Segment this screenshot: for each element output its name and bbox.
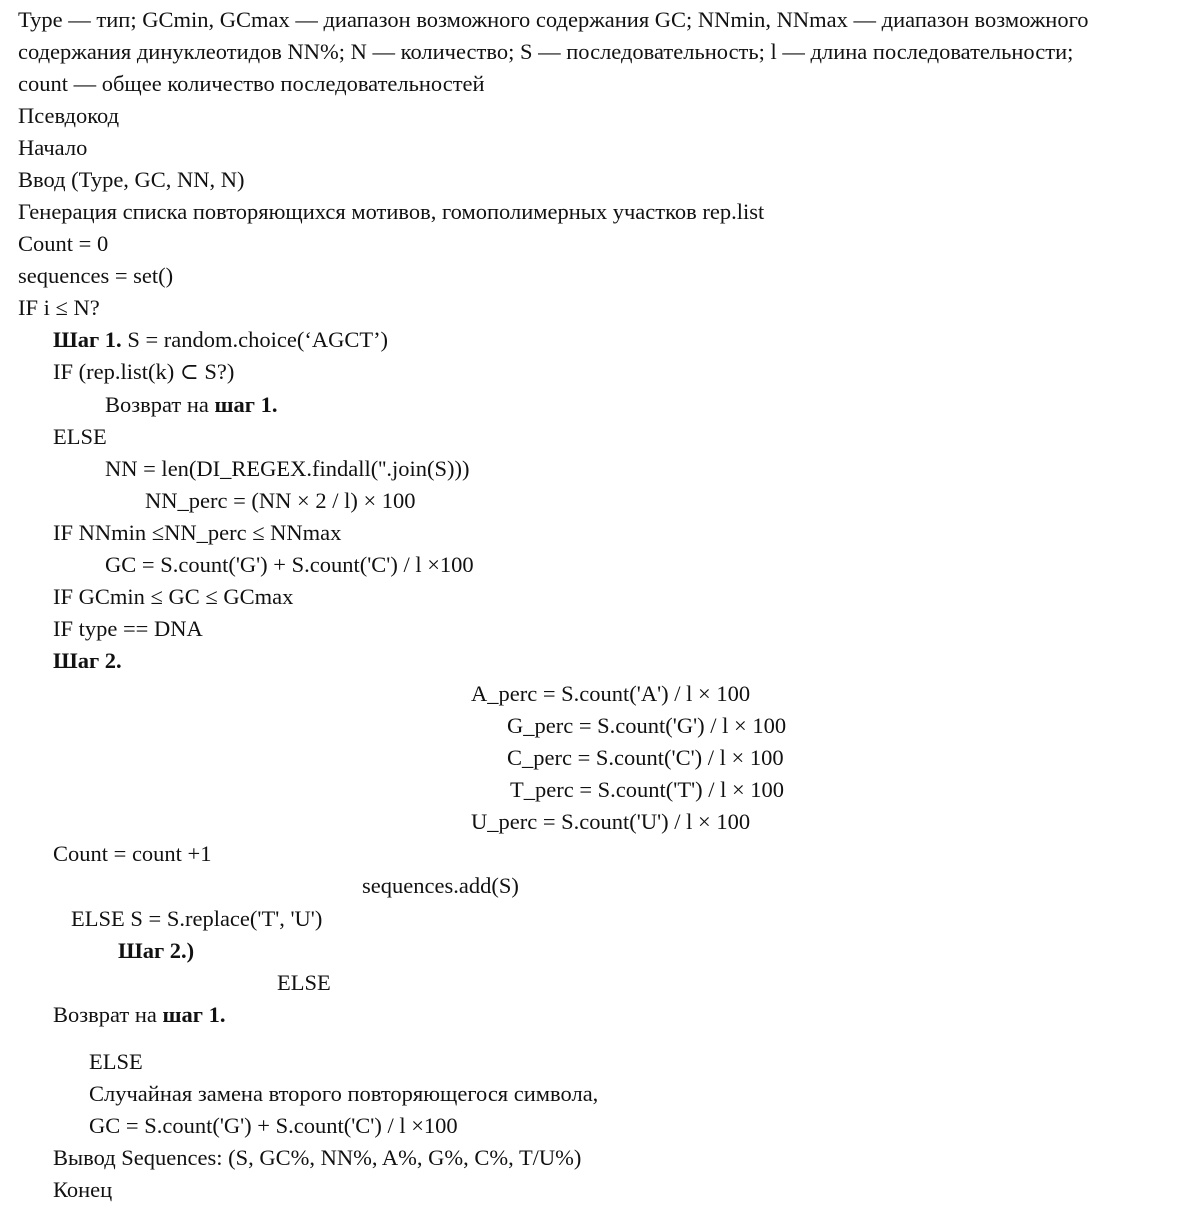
step2-close: Шаг 2.) [118, 938, 195, 963]
legend-line-1: Type — тип; GCmin, GCmax — диапазон возможного содержания GC; NNmin, NNmax — диапазон возможного [18, 7, 1089, 32]
g-perc-line: G_perc = S.count('G') / l × 100 [507, 713, 787, 738]
return-text-2: Возврат на [53, 1002, 163, 1027]
nn-calc-line: NN = len(DI_REGEX.findall(''.join(S))) [105, 456, 470, 481]
else3-line: ELSE [89, 1049, 143, 1074]
seq-add-line: sequences.add(S) [362, 873, 519, 898]
sequences-init-line: sequences = set() [18, 263, 174, 288]
pseudocode-heading: Псевдокод [18, 103, 120, 128]
else2-line: ELSE [277, 970, 331, 995]
step1-line [53, 326, 388, 354]
step2-line [53, 647, 122, 675]
count-init-line: Count = 0 [18, 231, 109, 256]
step2-label: Шаг 2. [53, 648, 122, 673]
gc-calc2-line: GC = S.count('G') + S.count('C') / l ×100 [89, 1113, 458, 1138]
generate-line: Генерация списка повторяющихся мотивов, гомополимерных участков rep.list [18, 199, 765, 224]
nn-perc-line: NN_perc = (NN × 2 / l) × 100 [145, 488, 416, 513]
gc-calc-line: GC = S.count('G') + S.count('C') / l ×100 [105, 552, 474, 577]
step1-ref: шаг 1. [214, 392, 278, 417]
step2-close-line [118, 937, 194, 965]
if-nn-line: IF NNmin ≤NN_perc ≤ NNmax [53, 520, 342, 545]
a-perc-line: A_perc = S.count('A') / l × 100 [471, 681, 751, 706]
output-line: Вывод Sequences: (S, GC%, NN%, A%, G%, C%, T/U%) [53, 1145, 582, 1170]
if-rep-line: IF (rep.list(k) ⊂ S?) [53, 359, 235, 384]
input-line: Ввод (Type, GC, NN, N) [18, 167, 245, 192]
else-line: ELSE [53, 424, 107, 449]
u-perc-line: U_perc = S.count('U') / l × 100 [471, 809, 751, 834]
c-perc-line: C_perc = S.count('C') / l × 100 [507, 745, 784, 770]
step1-ref-2: шаг 1. [162, 1002, 226, 1027]
if-type-line: IF type == DNA [53, 616, 203, 641]
return-text: Возврат на [105, 392, 215, 417]
start-line: Начало [18, 135, 88, 160]
t-perc-line: T_perc = S.count('T') / l × 100 [510, 777, 785, 802]
legend-line-3: count — общее количество последовательностей [18, 71, 485, 96]
if-loop-line: IF i ≤ N? [18, 295, 100, 320]
else-replace-line: ELSE S = S.replace('T', 'U') [71, 906, 323, 931]
step1-code: S = random.choice(‘AGCT’) [121, 327, 389, 352]
if-gc-line: IF GCmin ≤ GC ≤ GCmax [53, 584, 294, 609]
count-inc-line: Count = count +1 [53, 841, 212, 866]
legend-line-2: содержания динуклеотидов NN%; N — количество; S — последовательность; l — длина последовательности; [18, 39, 1074, 64]
return-step1-line [105, 391, 278, 419]
return-step1-line-2 [53, 1001, 226, 1029]
step1-label: Шаг 1. [53, 327, 122, 352]
end-line: Конец [53, 1177, 113, 1202]
random-replace-line: Случайная замена второго повторяющегося символа, [89, 1081, 599, 1106]
